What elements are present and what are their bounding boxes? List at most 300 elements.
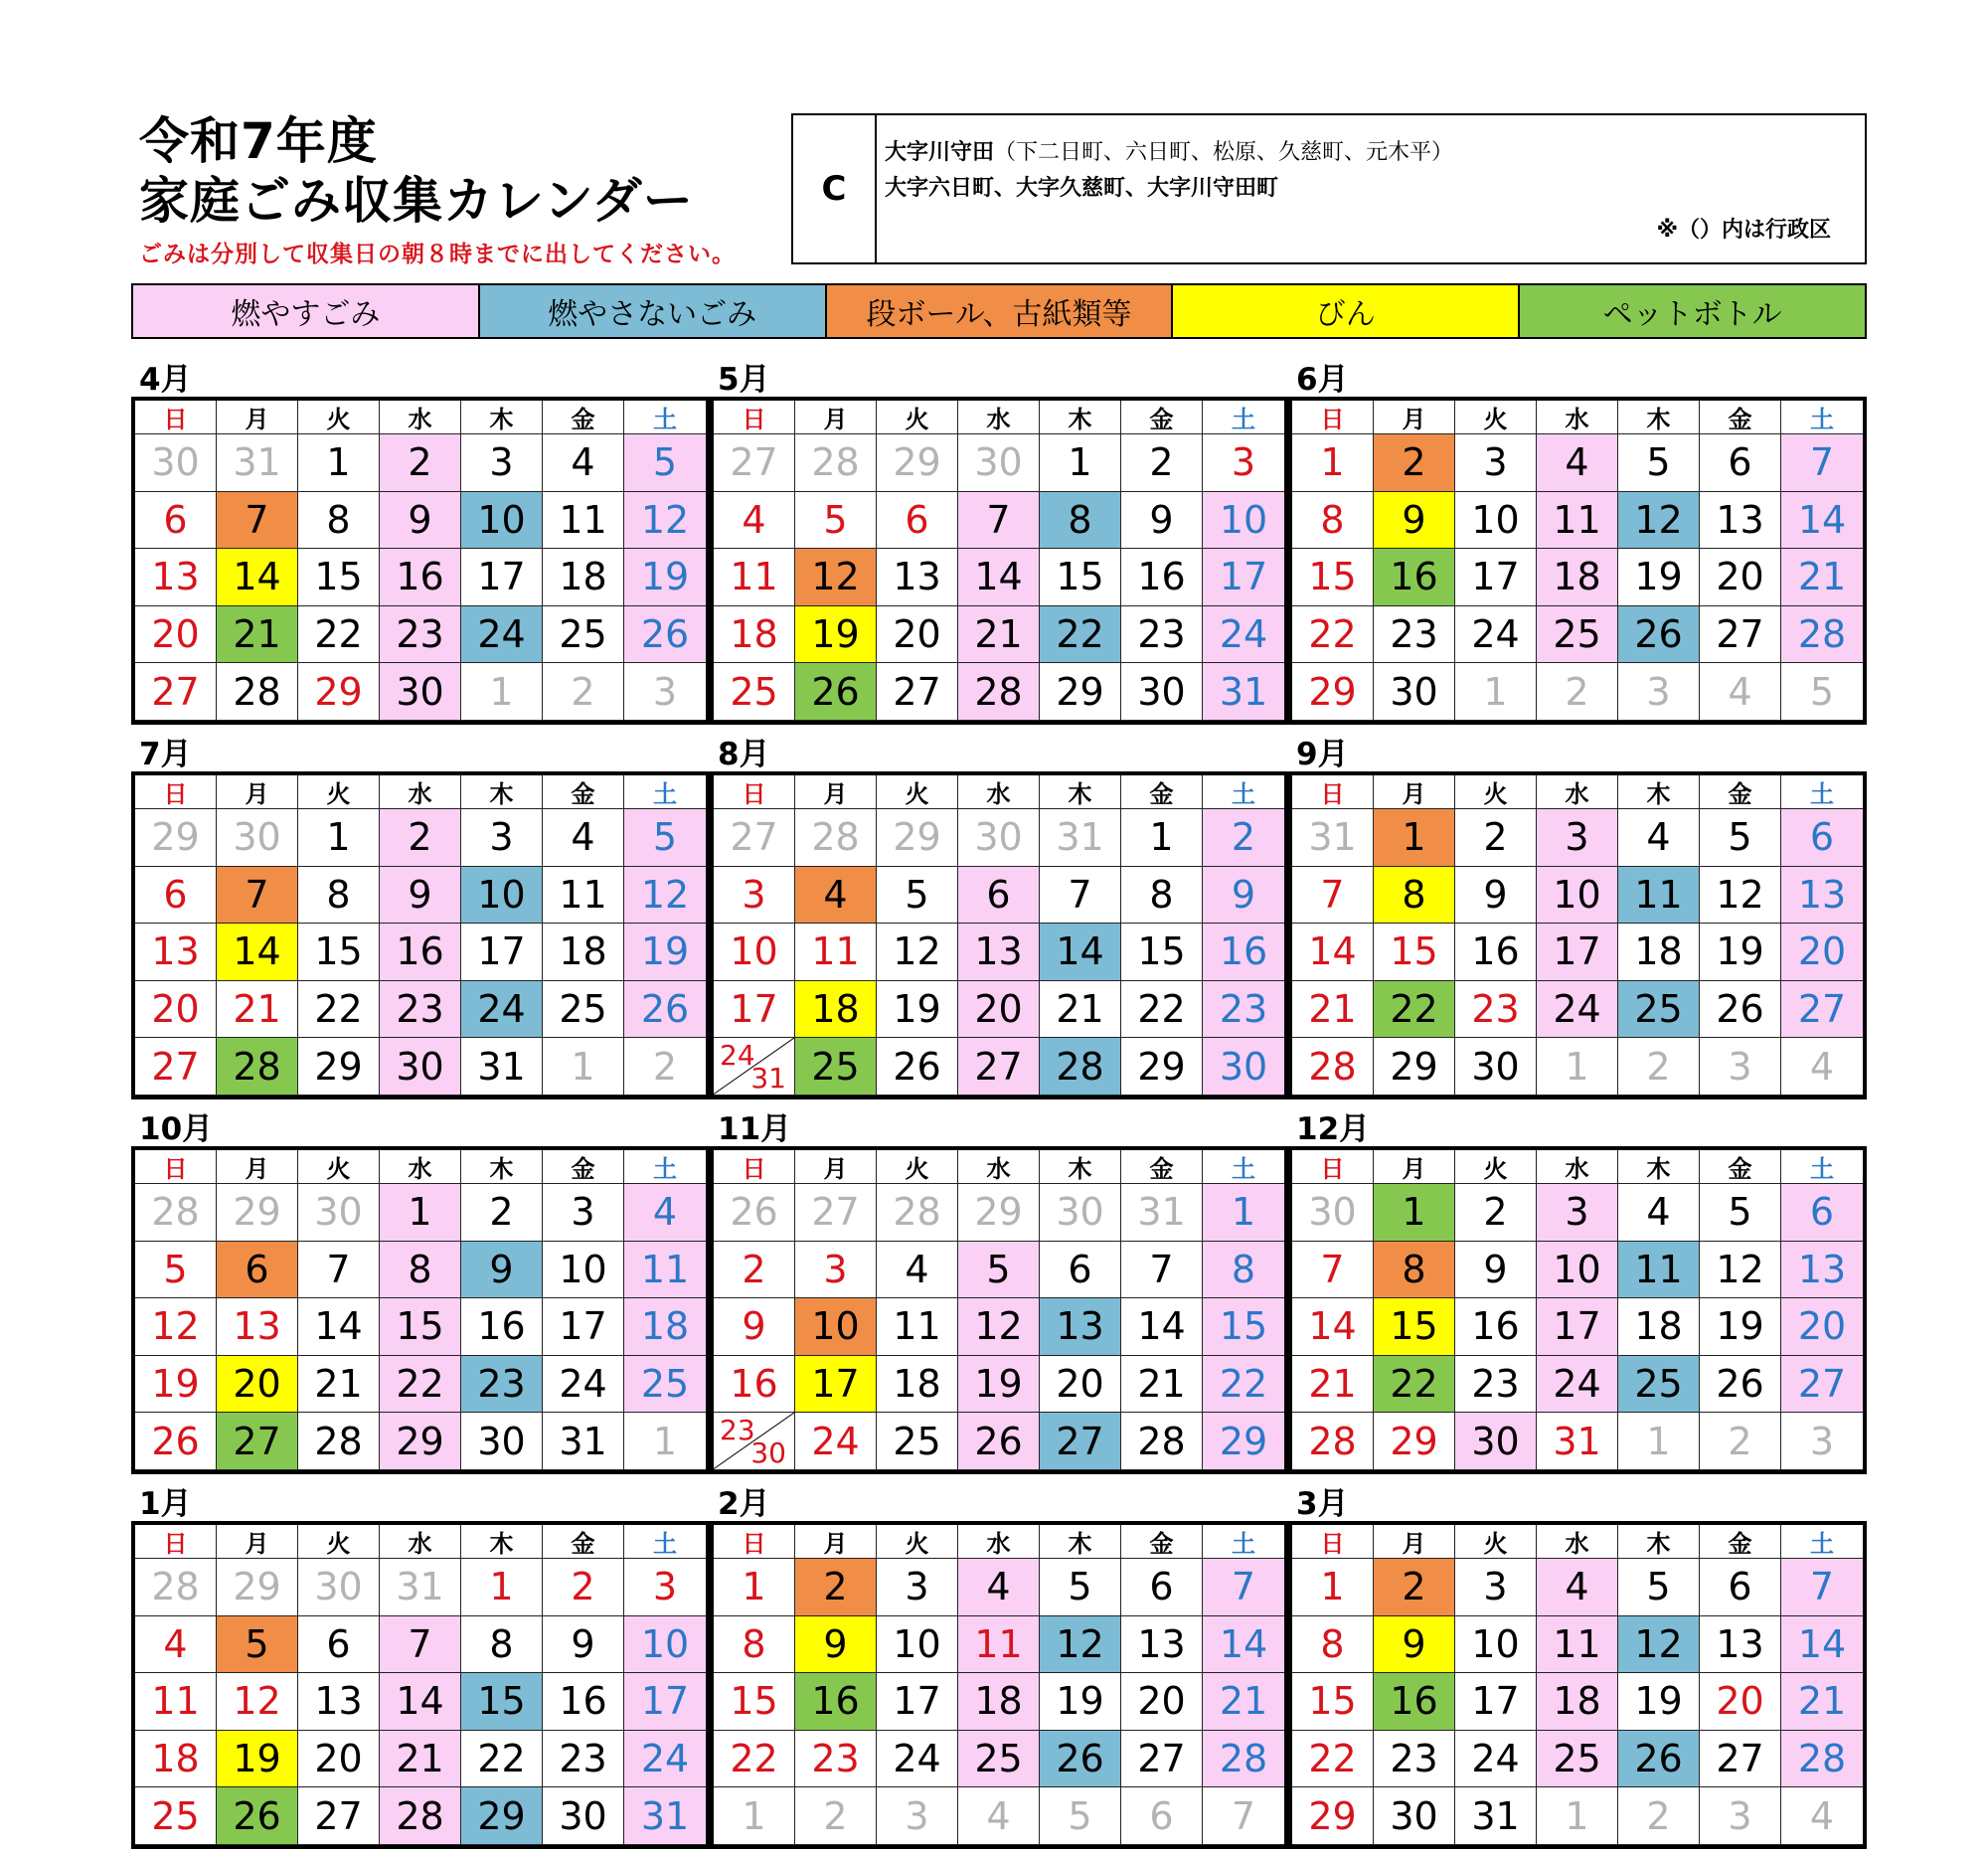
day-cell: 27 [1700,1731,1781,1788]
weekday-header: 水 [958,1150,1040,1184]
weekday-header: 金 [1121,1150,1203,1184]
day-cell: 30 [298,1184,380,1242]
day-cell: 26 [624,606,706,664]
day-cell: 6 [217,1242,298,1299]
day-cell: 27 [135,1038,217,1096]
day-cell: 25 [135,1787,217,1845]
day-cell: 27 [958,1038,1040,1096]
weekday-header: 日 [1292,401,1374,434]
day-cell: 22 [380,1356,461,1414]
day-cell: 30 [1374,663,1455,721]
day-cell: 1 [1292,434,1374,492]
title-year: 令和7年度 [139,112,378,170]
day-cell: 30 [380,1038,461,1096]
day-cell: 14 [1781,1616,1863,1674]
day-cell: 22 [714,1731,795,1788]
weekday-header: 水 [1537,775,1618,809]
day-cell: 11 [795,924,877,981]
day-cell: 24 [795,1413,877,1470]
month-label: 12月 [1296,1111,1371,1147]
day-cell: 11 [877,1298,958,1356]
day-cell: 14 [217,924,298,981]
day-cell: 31 [1040,809,1121,867]
weekday-header: 日 [1292,1150,1374,1184]
day-number: 24 [720,1039,755,1073]
day-cell: 28 [1040,1038,1121,1096]
day-cell: 8 [461,1616,543,1674]
weekday-header: 火 [298,775,380,809]
day-cell: 28 [795,809,877,867]
day-cell: 28 [1781,1731,1863,1788]
weekday-header: 火 [877,401,958,434]
weekday-header: 木 [1040,1150,1121,1184]
day-cell: 2 [714,1242,795,1299]
day-cell: 7 [1203,1787,1284,1845]
day-cell: 22 [1374,1356,1455,1414]
day-cell: 11 [543,867,624,925]
day-cell: 15 [1374,1298,1455,1356]
day-cell: 20 [1040,1356,1121,1414]
weekday-header: 日 [135,1525,217,1559]
weekday-header: 火 [1455,1150,1537,1184]
day-cell: 8 [714,1616,795,1674]
day-cell: 3 [1700,1038,1781,1096]
day-cell: 29 [298,1038,380,1096]
weekday-header: 月 [1374,1150,1455,1184]
day-cell: 18 [543,924,624,981]
day-cell: 29 [877,434,958,492]
day-cell: 4 [1781,1038,1863,1096]
day-cell: 1 [624,1413,706,1470]
day-cell: 3 [461,434,543,492]
day-cell: 5 [1700,1184,1781,1242]
day-cell: 19 [1618,549,1700,606]
month-label: 9月 [1296,737,1349,772]
day-cell: 2 [380,809,461,867]
day-cell: 27 [135,663,217,721]
day-cell: 11 [543,492,624,550]
day-cell: 2 [461,1184,543,1242]
day-cell: 22 [1292,606,1374,664]
weekday-header: 日 [714,1525,795,1559]
day-cell: 25 [714,663,795,721]
day-cell: 8 [1121,867,1203,925]
month-label: 6月 [1296,362,1349,398]
day-cell: 28 [958,663,1040,721]
day-cell: 5 [1040,1559,1121,1616]
day-cell: 19 [217,1731,298,1788]
day-cell: 17 [714,981,795,1039]
day-cell: 3 [624,663,706,721]
month-grid [1288,397,1867,725]
day-cell: 28 [298,1413,380,1470]
weekday-header: 水 [380,401,461,434]
day-cell: 26 [714,1184,795,1242]
day-cell: 31 [1203,663,1284,721]
day-cell: 29 [1374,1413,1455,1470]
day-cell: 10 [1537,1242,1618,1299]
day-cell: 17 [877,1673,958,1731]
day-cell: 17 [461,924,543,981]
day-cell: 11 [958,1616,1040,1674]
day-cell: 14 [380,1673,461,1731]
day-cell: 5 [135,1242,217,1299]
day-cell: 3 [877,1787,958,1845]
day-cell: 24 [461,606,543,664]
day-cell: 30 [298,1559,380,1616]
day-cell: 25 [795,1038,877,1096]
day-number: 23 [720,1414,755,1447]
day-cell: 21 [298,1356,380,1414]
day-cell: 2 [1203,809,1284,867]
day-cell: 21 [1781,1673,1863,1731]
weekday-header: 木 [461,775,543,809]
day-cell: 24 [1537,1356,1618,1414]
legend-pet: ペットボトル [1520,285,1865,337]
day-cell: 6 [1121,1787,1203,1845]
day-cell: 21 [1781,549,1863,606]
day-cell: 20 [958,981,1040,1039]
day-cell: 21 [1292,981,1374,1039]
day-cell: 6 [135,492,217,550]
weekday-header: 木 [1040,775,1121,809]
day-cell: 4 [1537,434,1618,492]
day-cell: 6 [1040,1242,1121,1299]
day-cell: 14 [1292,924,1374,981]
weekday-header: 木 [1040,401,1121,434]
day-cell: 31 [624,1787,706,1845]
day-cell: 13 [1121,1616,1203,1674]
day-cell: 22 [298,981,380,1039]
weekday-header: 土 [624,401,706,434]
legend-bin: びん [1173,285,1520,337]
day-cell: 22 [1374,981,1455,1039]
day-cell: 24 [543,1356,624,1414]
day-cell: 13 [298,1673,380,1731]
day-cell: 10 [543,1242,624,1299]
day-cell: 16 [380,924,461,981]
month-grid [710,1146,1288,1474]
day-cell: 28 [217,1038,298,1096]
day-cell: 17 [1537,1298,1618,1356]
day-cell: 31 [1292,809,1374,867]
day-cell: 13 [135,924,217,981]
day-cell: 30 [1374,1787,1455,1845]
day-cell: 10 [1455,492,1537,550]
month-grid [131,397,710,725]
weekday-header: 水 [958,401,1040,434]
month-grid [131,771,710,1099]
day-cell: 12 [217,1673,298,1731]
day-cell: 2 [795,1787,877,1845]
weekday-header: 金 [1700,775,1781,809]
weekday-header: 火 [877,1525,958,1559]
day-cell: 2 [1618,1038,1700,1096]
day-cell: 15 [298,549,380,606]
day-cell: 5 [217,1616,298,1674]
day-cell: 21 [380,1731,461,1788]
day-number: 31 [750,1061,786,1095]
day-cell: 7 [1292,1242,1374,1299]
day-cell: 30 [380,663,461,721]
day-cell: 28 [135,1559,217,1616]
day-cell: 30 [1455,1038,1537,1096]
day-cell: 17 [624,1673,706,1731]
day-cell: 4 [795,867,877,925]
day-cell: 2 [1374,434,1455,492]
day-cell: 9 [1203,867,1284,925]
day-cell: 6 [135,867,217,925]
day-cell: 25 [958,1731,1040,1788]
day-cell: 31 [1455,1787,1537,1845]
weekday-header: 土 [1781,401,1863,434]
day-cell: 18 [714,606,795,664]
area-note: ※（）内は行政区 [1656,218,1831,243]
day-cell: 28 [1121,1413,1203,1470]
day-cell: 8 [380,1242,461,1299]
weekday-header: 日 [714,401,795,434]
day-cell: 17 [1203,549,1284,606]
weekday-header: 日 [1292,1525,1374,1559]
day-cell: 1 [1374,1184,1455,1242]
weekday-header: 土 [624,1150,706,1184]
weekday-header: 金 [1121,401,1203,434]
day-cell: 3 [461,809,543,867]
day-cell-split [714,1038,795,1096]
day-cell: 26 [1618,1731,1700,1788]
legend-nonburn: 燃やさないごみ [480,285,827,337]
day-cell: 12 [1700,867,1781,925]
day-cell: 19 [1700,924,1781,981]
day-cell: 31 [380,1559,461,1616]
day-cell: 30 [543,1787,624,1845]
day-cell: 27 [714,434,795,492]
day-cell: 31 [1537,1413,1618,1470]
day-cell: 3 [1203,434,1284,492]
day-cell: 14 [298,1298,380,1356]
weekday-header: 火 [1455,775,1537,809]
day-cell: 15 [298,924,380,981]
day-cell: 1 [543,1038,624,1096]
weekday-header: 火 [1455,1525,1537,1559]
day-cell: 12 [1040,1616,1121,1674]
weekday-header: 土 [1781,775,1863,809]
day-cell: 23 [380,606,461,664]
day-cell: 29 [298,663,380,721]
day-cell: 10 [795,1298,877,1356]
day-cell: 5 [1618,1559,1700,1616]
weekday-header: 土 [1203,775,1284,809]
weekday-header: 月 [217,1525,298,1559]
day-cell: 4 [135,1616,217,1674]
day-cell: 9 [1374,492,1455,550]
month-grid [710,397,1288,725]
day-cell: 2 [1374,1559,1455,1616]
day-cell: 5 [795,492,877,550]
day-cell: 18 [795,981,877,1039]
day-cell: 17 [1455,1673,1537,1731]
day-cell: 7 [1203,1559,1284,1616]
day-cell: 1 [1203,1184,1284,1242]
day-cell: 15 [1203,1298,1284,1356]
day-cell: 4 [958,1559,1040,1616]
day-cell: 20 [298,1731,380,1788]
day-cell: 25 [1618,981,1700,1039]
day-cell: 9 [461,1242,543,1299]
day-cell: 2 [1455,809,1537,867]
day-cell: 23 [1455,1356,1537,1414]
day-cell: 23 [795,1731,877,1788]
day-cell: 16 [1455,1298,1537,1356]
day-cell: 20 [217,1356,298,1414]
day-cell: 5 [1700,809,1781,867]
weekday-header: 水 [1537,1525,1618,1559]
day-cell: 26 [795,663,877,721]
day-cell: 25 [1618,1356,1700,1414]
day-cell: 2 [380,434,461,492]
weekday-header: 土 [624,1525,706,1559]
title-main: 家庭ごみ収集カレンダー [139,172,694,230]
day-cell: 20 [877,606,958,664]
day-cell: 2 [1537,663,1618,721]
day-cell: 23 [1455,981,1537,1039]
day-cell: 6 [958,867,1040,925]
day-cell: 20 [1700,549,1781,606]
day-cell: 31 [543,1413,624,1470]
weekday-header: 金 [543,1150,624,1184]
day-cell: 19 [958,1356,1040,1414]
day-cell: 7 [1121,1242,1203,1299]
month-label: 8月 [718,737,770,772]
day-cell: 27 [217,1413,298,1470]
day-cell: 28 [877,1184,958,1242]
day-cell: 1 [1455,663,1537,721]
day-cell: 4 [877,1242,958,1299]
day-cell: 22 [1292,1731,1374,1788]
day-cell: 23 [543,1731,624,1788]
day-cell: 5 [1781,663,1863,721]
day-cell: 29 [1121,1038,1203,1096]
day-cell: 9 [1455,867,1537,925]
weekday-header: 金 [543,401,624,434]
day-cell: 17 [1455,549,1537,606]
day-cell: 13 [877,549,958,606]
day-cell: 9 [543,1616,624,1674]
day-cell: 31 [217,434,298,492]
day-cell: 29 [217,1184,298,1242]
day-cell: 5 [624,809,706,867]
day-cell: 23 [1374,1731,1455,1788]
day-cell: 3 [795,1242,877,1299]
day-cell: 15 [1292,1673,1374,1731]
day-cell: 19 [1040,1673,1121,1731]
day-cell: 13 [1700,492,1781,550]
weekday-header: 火 [877,1150,958,1184]
day-cell: 14 [958,549,1040,606]
day-cell: 30 [1121,663,1203,721]
day-cell: 8 [1292,1616,1374,1674]
day-cell: 15 [380,1298,461,1356]
weekday-header: 木 [1618,775,1700,809]
day-cell: 7 [958,492,1040,550]
day-cell: 30 [217,809,298,867]
day-cell: 15 [461,1673,543,1731]
weekday-header: 水 [1537,1150,1618,1184]
day-cell: 5 [1040,1787,1121,1845]
weekday-header: 土 [1781,1525,1863,1559]
weekday-header: 火 [1455,401,1537,434]
day-cell: 15 [1040,549,1121,606]
day-cell: 16 [380,549,461,606]
day-cell-split [714,1413,795,1470]
day-cell: 6 [1700,1559,1781,1616]
weekday-header: 金 [1700,1150,1781,1184]
day-cell: 6 [1700,434,1781,492]
weekday-header: 日 [135,775,217,809]
day-cell: 12 [1618,492,1700,550]
month-label: 4月 [139,362,192,398]
day-cell: 7 [1781,434,1863,492]
day-cell: 26 [1700,981,1781,1039]
day-cell: 16 [795,1673,877,1731]
day-cell: 8 [1374,867,1455,925]
day-cell: 13 [217,1298,298,1356]
day-cell: 3 [1537,809,1618,867]
month-label: 5月 [718,362,770,398]
day-cell: 16 [714,1356,795,1414]
day-cell: 1 [461,663,543,721]
day-cell: 2 [543,663,624,721]
day-cell: 11 [624,1242,706,1299]
day-cell: 16 [1374,549,1455,606]
day-cell: 22 [1203,1356,1284,1414]
day-cell: 4 [1537,1559,1618,1616]
day-cell: 28 [217,663,298,721]
day-cell: 24 [624,1731,706,1788]
month-grid [131,1521,710,1849]
day-cell: 9 [714,1298,795,1356]
weekday-header: 金 [543,775,624,809]
day-cell: 18 [1537,1673,1618,1731]
day-cell: 12 [624,867,706,925]
area-line-1-detail: （下二日町、六日町、松原、久慈町、元木平） [994,140,1454,165]
day-cell: 1 [1121,809,1203,867]
day-cell: 7 [1040,867,1121,925]
day-cell: 11 [1537,492,1618,550]
day-cell: 29 [135,809,217,867]
day-cell: 22 [461,1731,543,1788]
day-cell: 6 [877,492,958,550]
area-line-2: 大字六日町、大字久慈町、大字川守田町 [885,176,1279,201]
weekday-header: 木 [461,1525,543,1559]
day-cell: 8 [298,492,380,550]
day-cell: 21 [1203,1673,1284,1731]
weekday-header: 金 [1121,775,1203,809]
day-cell: 9 [1374,1616,1455,1674]
weekday-header: 土 [1781,1150,1863,1184]
day-cell: 21 [1040,981,1121,1039]
day-cell: 7 [1292,867,1374,925]
day-cell: 25 [1537,606,1618,664]
day-cell: 12 [135,1298,217,1356]
day-cell: 3 [1700,1787,1781,1845]
day-cell: 25 [624,1356,706,1414]
day-cell: 1 [1374,809,1455,867]
month-label: 3月 [1296,1486,1349,1522]
day-cell: 10 [1455,1616,1537,1674]
month-label: 10月 [139,1111,214,1147]
day-cell: 15 [1292,549,1374,606]
